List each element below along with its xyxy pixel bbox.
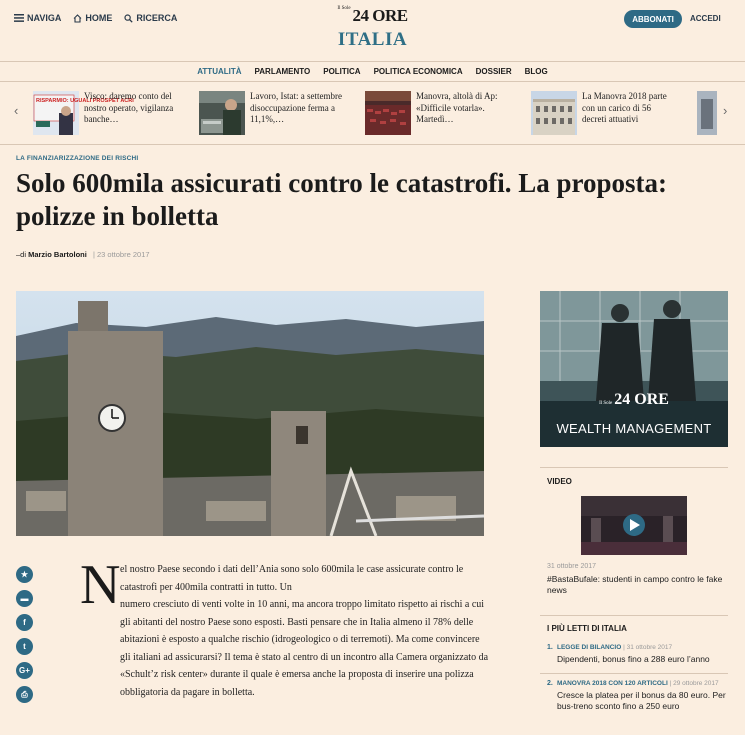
menu-label: NAVIGA [27, 13, 62, 23]
logo-small-text: Il Sole [337, 6, 351, 11]
nav-item-blog[interactable]: BLOG [524, 67, 548, 76]
subscribe-button[interactable]: ABBONATI [624, 10, 682, 28]
sidebar-divider [540, 615, 728, 616]
palace-thumb [531, 91, 577, 135]
carousel-prev-button[interactable]: ‹ [14, 103, 19, 118]
carousel-card-title: Lavoro, Istat: a settembre disoccupazione ferma a 11,1%,… [250, 91, 342, 124]
nav-item-parlamento[interactable]: PARLAMENTO [254, 67, 311, 76]
author-name[interactable]: Marzio Bartoloni [28, 250, 87, 259]
carousel-card[interactable] [531, 91, 674, 137]
article-date: | 23 ottobre 2017 [92, 250, 150, 259]
most-read-title[interactable]: Cresce la platea per il bonus da 80 euro. Per bus-treno sconto fino a 250 euro [557, 690, 726, 711]
comment-icon[interactable]: ▬ [16, 590, 33, 607]
video-title[interactable]: #BastaBufale: studenti in campo contro le fake news [547, 574, 723, 595]
share-buttons [16, 566, 33, 703]
video-heading: VIDEO [547, 477, 572, 486]
logo-main-text: 24 ORE [352, 6, 408, 25]
nav-item-attualita[interactable]: ATTUALITÀ [197, 67, 242, 76]
svg-text:RISPARMIO: UGUALI PROSPET ACRI: RISPARMIO: UGUALI PROSPET ACRI [36, 98, 134, 104]
carousel-card-title: Visco: daremo conto del nostro operato, vigilanza banche… [84, 91, 174, 124]
video-thumbnail[interactable] [581, 496, 687, 555]
most-read-heading: I PIÙ LETTI DI ITALIA [547, 624, 627, 633]
news-carousel [0, 83, 745, 145]
article-kicker[interactable]: LA FINANZIARIZZAZIONE DEI RISCHI [16, 155, 139, 162]
nav-item-politica-economica[interactable]: POLITICA ECONOMICA [373, 67, 463, 76]
section-title[interactable]: ITALIA [337, 29, 408, 50]
most-read-tag[interactable]: LEGGE DI BILANCIO | 31 ottobre 2017 [557, 644, 673, 651]
carousel-card[interactable] [33, 91, 176, 137]
nav-item-politica[interactable]: POLITICA [323, 67, 361, 76]
carousel-next-thumb[interactable] [697, 91, 717, 135]
carousel-card[interactable] [199, 91, 342, 137]
parliament-thumb [365, 91, 411, 135]
nav-item-dossier[interactable]: DOSSIER [475, 67, 512, 76]
carousel-card-title: La Manovra 2018 parte con un carico di 56 decreti attuativi [582, 91, 667, 124]
bookmark-icon[interactable]: ★ [16, 566, 33, 583]
home-label: HOME [85, 13, 113, 23]
print-icon[interactable]: ⎙ [16, 686, 33, 703]
drop-cap: N [80, 554, 121, 616]
site-header [0, 0, 745, 62]
hero-image [16, 291, 484, 536]
article-headline: Solo 600mila assicurati contro le catastrofi. La proposta: polizze in bolletta [16, 168, 667, 231]
most-read-rank: 2. [547, 680, 553, 687]
factory-thumb [199, 91, 245, 135]
search-label: RICERCA [136, 13, 178, 23]
ad-title: WEALTH MANAGEMENT [556, 421, 712, 436]
sidebar-divider [540, 467, 728, 468]
video-date: 31 ottobre 2017 [547, 563, 597, 570]
googleplus-icon[interactable]: G+ [16, 662, 33, 679]
login-link[interactable]: ACCEDI [690, 14, 721, 23]
carousel-card[interactable] [365, 91, 508, 137]
most-read-tag[interactable]: MANOVRA 2018 CON 120 ARTICOLI | 29 ottobre 2017 [557, 680, 719, 687]
twitter-icon[interactable]: t [16, 638, 33, 655]
facebook-icon[interactable]: f [16, 614, 33, 631]
ad-logo: Il Sole 24 ORE [599, 391, 669, 408]
wealth-management-ad[interactable] [540, 291, 728, 447]
section-nav [0, 62, 745, 82]
most-read-rank: 1. [547, 644, 553, 651]
carousel-next-button[interactable]: › [723, 103, 728, 118]
byline-prefix: –di [16, 250, 29, 259]
article-lead: el nostro Paese secondo i dati dell’Ania sono solo 600mila le case assicurate contro le catastrofi per 400mila contratti in tutto. Un [120, 564, 464, 593]
sidebar-divider [540, 673, 728, 674]
article-byline [16, 250, 150, 259]
carousel-card-title: Manovra, altolà di Ap: «Difficile votarla». Martedì… [416, 91, 498, 124]
most-read-title[interactable]: Dipendenti, bonus fino a 288 euro l’anno [557, 654, 710, 664]
article-body: numero cresciuto di venti volte in 10 anni, ma ancora troppo limitato rispetto ai rischi a cui gli abitanti del nostro Paese sono esposti. Basti pensare che in Italia almeno il 78% delle abitazioni è esposto a qualche rischio (idrogeologico o di terremoti). Ma come convincere gli italiani ad assicurarsi? Il tema è stato al centro di un incontro alla Camera organizzato da «Schult’z risk center» durante il quale è emersa anche la proposta di inserire una polizza obbligatoria da pagare in bolletta. [120, 599, 489, 698]
